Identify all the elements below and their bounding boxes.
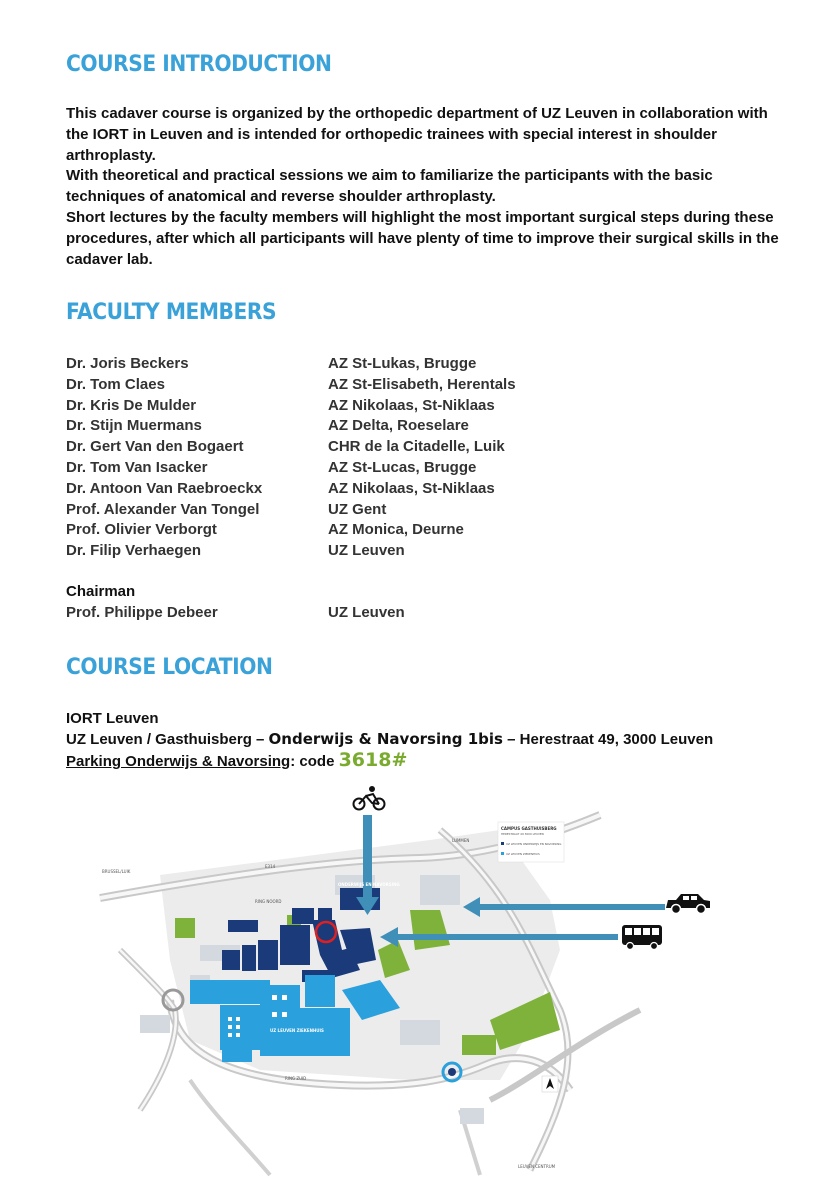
map-label-ziekenhuis: UZ LEUVEN ZIEKENHUIS <box>270 1028 324 1033</box>
campus-map <box>80 780 760 1180</box>
intro-paragraph: This cadaver course is organized by the orthopedic department of UZ Leuven in collaboration with the IORT in Leuven and is intended for orthopedic trainees with special interest in shoulder arthroplasty. <box>66 105 768 164</box>
faculty-affiliation: AZ St-Lucas, Brugge <box>328 458 477 476</box>
faculty-name: Dr. Antoon Van Raebroeckx <box>66 479 263 497</box>
faculty-affiliation: AZ Nikolaas, St-Niklaas <box>328 396 495 414</box>
chairman-label: Chairman <box>66 582 136 600</box>
faculty-row <box>66 458 766 479</box>
car-icon <box>666 894 710 914</box>
map-label-leuven-centrum: LEUVEN CENTRUM <box>518 1164 556 1169</box>
faculty-affiliation: AZ Nikolaas, St-Niklaas <box>328 479 495 497</box>
faculty-name: Dr. Filip Verhaegen <box>66 542 202 560</box>
legend-subtitle: HERESTRAAT 49 3000 LEUVEN <box>501 832 544 836</box>
bus-icon <box>622 925 662 950</box>
faculty-name: Dr. Gert Van den Bogaert <box>66 438 244 456</box>
faculty-name: Dr. Kris De Mulder <box>66 396 197 414</box>
map-legend <box>498 822 564 862</box>
parking-info <box>66 750 713 771</box>
faculty-affiliation: AZ Monica, Deurne <box>328 521 464 539</box>
address-prefix: UZ Leuven / Gasthuisberg – <box>66 731 269 748</box>
map-label-onderwijs: ONDERWIJS EN NAVORSING <box>338 882 400 887</box>
faculty-row <box>66 437 766 458</box>
chairman-name: Prof. Philippe Debeer <box>66 603 218 621</box>
legend-item: UZ LEUVEN ZIEKENHUIS <box>506 852 540 856</box>
faculty-affiliation: AZ St-Elisabeth, Herentals <box>328 375 516 393</box>
faculty-name: Dr. Joris Beckers <box>66 355 189 372</box>
green-area <box>462 1035 496 1055</box>
course-location-heading: COURSE LOCATION <box>66 655 273 680</box>
intro-paragraph: With theoretical and practical sessions we aim to familiarize the participants with the basic techniques of anatomical and reverse shoulder arthroplasty. <box>66 167 713 206</box>
faculty-row <box>66 375 766 396</box>
parking-code-label: : code <box>290 753 339 770</box>
green-area <box>175 918 195 938</box>
venue-name: IORT Leuven <box>66 710 159 727</box>
course-introduction-text <box>66 104 786 270</box>
faculty-name: Dr. Stijn Muermans <box>66 417 202 435</box>
southwest-road <box>190 1080 270 1175</box>
faculty-affiliation: UZ Gent <box>328 500 387 518</box>
chairman-affiliation: UZ Leuven <box>328 603 405 621</box>
faculty-affiliation: AZ St-Lukas, Brugge <box>328 355 477 372</box>
faculty-name: Dr. Tom Claes <box>66 375 165 393</box>
building-grey <box>400 1020 440 1045</box>
parking-label: Parking Onderwijs & Navorsing <box>66 753 291 770</box>
faculty-list <box>66 354 766 624</box>
map-label-e314: E314 <box>265 864 276 869</box>
course-location-details <box>66 708 713 771</box>
faculty-affiliation: AZ Delta, Roeselare <box>328 417 469 435</box>
faculty-affiliation: CHR de la Citadelle, Luik <box>328 438 505 456</box>
map-label-lummen: LUMMEN <box>452 838 470 843</box>
intro-paragraph: Short lectures by the faculty members will highlight the most important surgical steps during these procedures, after which all participants will have plenty of time to improve their surgical skills in the cadaver lab. <box>66 208 779 268</box>
faculty-name: Prof. Alexander Van Tongel <box>66 500 260 518</box>
faculty-row <box>66 416 766 437</box>
map-label-brussel-luik: BRUSSEL/LUIK <box>102 869 131 874</box>
venue-address <box>66 729 713 750</box>
faculty-row <box>66 354 766 375</box>
bicycle-icon <box>354 787 385 810</box>
north-arrow-icon <box>542 1076 558 1092</box>
chairman-row <box>66 603 766 624</box>
faculty-row <box>66 396 766 417</box>
campus-map-graphic <box>80 780 760 1180</box>
faculty-row <box>66 520 766 541</box>
faculty-row <box>66 541 766 562</box>
building-grey <box>460 1108 484 1124</box>
map-label-ring-zuid: RING ZUID <box>285 1076 307 1081</box>
faculty-affiliation: UZ Leuven <box>328 542 405 560</box>
east-roundabout-center <box>448 1068 456 1076</box>
building-grey <box>140 1015 170 1033</box>
faculty-row <box>66 500 766 521</box>
faculty-name: Prof. Olivier Verborgt <box>66 521 217 539</box>
building-name: Onderwijs & Navorsing 1bis <box>268 730 503 748</box>
course-introduction-heading: COURSE INTRODUCTION <box>66 52 332 77</box>
building-grey <box>420 875 460 905</box>
parking-code: 3618# <box>338 749 408 771</box>
map-label-ring-noord: RING NOORD <box>255 899 282 904</box>
faculty-row <box>66 479 766 500</box>
faculty-name: Dr. Tom Van Isacker <box>66 458 208 476</box>
legend-item: UZ LEUVEN ONDERWIJS EN NAVORSING <box>506 842 562 846</box>
address-suffix: – Herestraat 49, 3000 Leuven <box>503 731 714 748</box>
legend-title: CAMPUS GASTHUISBERG <box>501 826 557 831</box>
faculty-members-heading: FACULTY MEMBERS <box>66 300 277 325</box>
